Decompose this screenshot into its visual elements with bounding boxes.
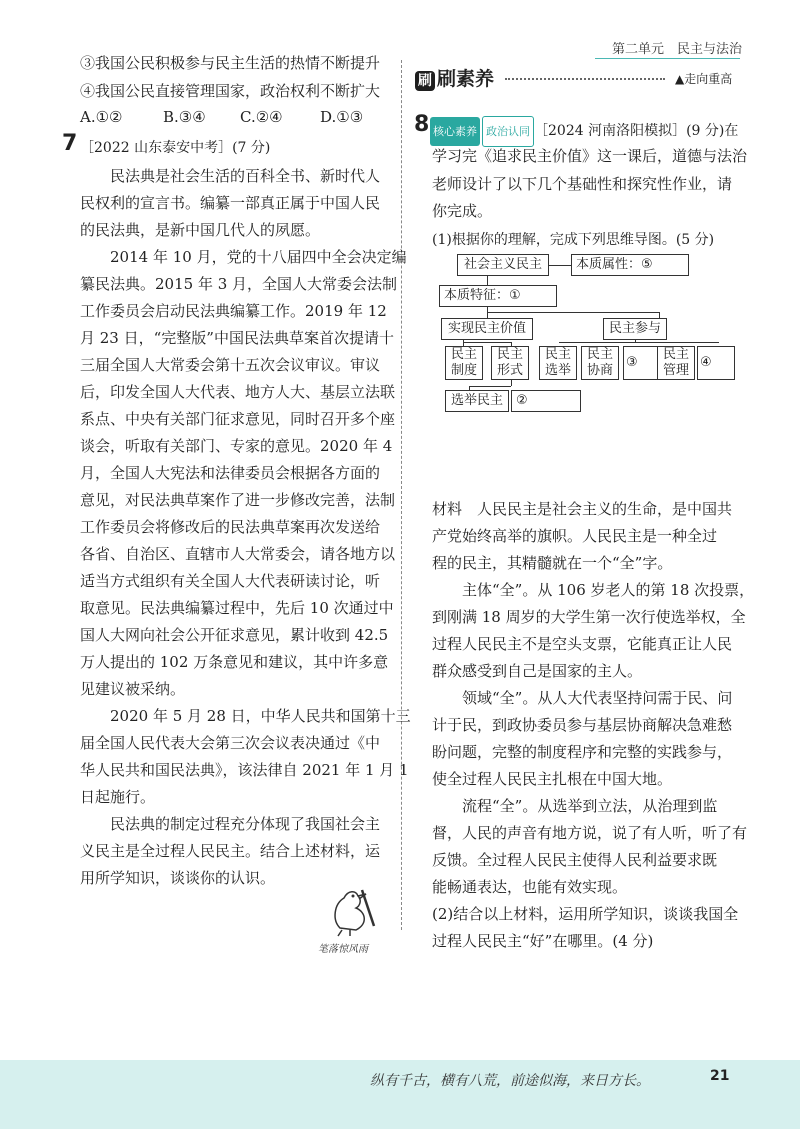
q7-text-line: 适当方式组织有关全国人大代表研读讨论，听 (80, 572, 381, 590)
section-tag (675, 70, 732, 87)
q8-material-line: 产党始终高举的旗帜。人民民主是一种全过 (432, 527, 718, 545)
q7-text-line: 的民法典，是新中国几代人的夙愿。 (80, 221, 321, 239)
q8-material-line: 材料 人民民主是社会主义的生命，是中国共 (432, 500, 733, 518)
section-brand-label: 刷素养 (437, 68, 495, 90)
section-tag-label: 走向重高 (684, 72, 733, 86)
choice-b: B.③④ (163, 108, 206, 126)
mm-election-dem: 民主 选举 (539, 346, 577, 380)
q7-text-line: 工作委员会启动民法典编纂工作。2019 年 12 (80, 302, 387, 320)
q8-material-line: 使全过程人民民主扎根在中国大地。 (432, 770, 673, 788)
q7-text-line: 见建议被采纳。 (80, 680, 186, 698)
mm-connector (511, 380, 512, 386)
q7-text-line: 民法典的制定过程充分体现了我国社会主 (80, 815, 381, 833)
footer-motto: 纵有千古，横有八荒，前途似海，来日方长。 (370, 1073, 650, 1089)
question-8-number: 8 (414, 112, 430, 137)
mind-map (435, 250, 735, 420)
q8-material-line: 到刚满 18 周岁的大学生第一次行使选举权，全 (432, 608, 746, 626)
q7-text-line: 纂民法典。2015 年 3 月，全国人大常委会法制 (80, 275, 398, 293)
choice-c: C.②④ (240, 108, 283, 126)
mm-election: 选举民主 (445, 390, 509, 412)
q8-sub1: (1)根据你的理解，完成下列思维导图。(5 分) (432, 232, 715, 248)
mm-feature: 本质特征：① (439, 285, 557, 307)
q7-text-line: 义民主是全过程人民民主。结合上述材料，运 (80, 842, 381, 860)
mm-blank-3: ③ (623, 346, 661, 380)
writing-goose-doodle (322, 880, 382, 944)
q7-text-line: 日起施行。 (80, 788, 156, 806)
mm-blank-2: ② (511, 390, 581, 412)
mm-essence: 本质属性：⑤ (571, 254, 689, 276)
unit-header: 第二单元 民主与法治 (611, 42, 742, 57)
q8-material-line: 主体“全”。从 106 岁老人的第 18 次投票， (432, 581, 755, 599)
mm-connector (469, 386, 511, 387)
mm-connector (487, 312, 659, 313)
mm-connector (559, 342, 719, 343)
section-brand (415, 64, 494, 91)
q8-material-line: 能畅通表达，也能有效实现。 (432, 878, 628, 896)
q8-material-line: 流程“全”。从选举到立法，从治理到监 (432, 797, 718, 815)
q8-material-line: 领域“全”。从人大代表坚持问需于民、问 (432, 689, 733, 707)
q7-text-line: 月 23 日，“完整版”中国民法典草案首次提请十 (80, 329, 394, 347)
q7-text-line: 意见，对民法典草案作了进一步修改完善，法制 (80, 491, 396, 509)
q8-material-line: 盼问题，完整的制度程序和完整的实践参与， (432, 743, 733, 761)
option-3: ③我国公民积极参与民主生活的热情不断提升 (80, 54, 381, 72)
question-8-material (432, 496, 754, 955)
q8-intro-2: 老师设计了以下几个基础性和探究性作业，请 (432, 175, 733, 193)
q7-text-line: 月，全国人大宪法和法律委员会根据各方面的 (80, 464, 381, 482)
option-4: ④我国公民直接管理国家，政治权利不断扩大 (80, 82, 381, 100)
q7-text-line: 民权利的宣言书。编纂一部真正属于中国人民 (80, 194, 381, 212)
question-7-body (80, 163, 411, 892)
mm-form: 民主 形式 (491, 346, 529, 380)
question-7-number: 7 (62, 131, 78, 156)
q8-material-line: 督，人民的声音有地方说，说了有人听，听了有 (432, 824, 748, 842)
mm-root: 社会主义民主 (457, 254, 549, 276)
q7-text-line: 用所学知识，谈谈你的认识。 (80, 869, 276, 887)
q8-intro-3: 你完成。 (432, 202, 493, 220)
mm-manage: 民主 管理 (657, 346, 695, 380)
q8-material-line: 程的民主，其精髓就在一个“全”字。 (432, 554, 673, 572)
q8-material-line: (2)结合以上材料，运用所学知识，谈谈我国全 (432, 905, 739, 923)
q7-text-line: 后，印发全国人大代表、地方人大、基层立法联 (80, 383, 396, 401)
q7-text-line: 2020 年 5 月 28 日，中华人民共和国第十三 (80, 707, 411, 725)
mm-system: 民主 制度 (445, 346, 483, 380)
q8-material-line: 过程人民民主不是空头支票，它能真正让人民 (432, 635, 733, 653)
q7-text-line: 各省、自治区、直辖市人大常委会，请各地方以 (80, 545, 396, 563)
q7-text-line: 三届全国人大常委会第十五次会议审议。审议 (80, 356, 381, 374)
mountain-icon: ▲ (675, 72, 685, 86)
q7-text-line: 国人大网向社会公开征求意见，累计收到 42.5 (80, 626, 389, 644)
mm-consult: 民主 协商 (581, 346, 619, 380)
mm-connector (487, 276, 488, 285)
q7-text-line: 系点、中央有关部门征求意见，同时召开多个座 (80, 410, 396, 428)
q7-text-line: 民法典是社会生活的百科全书、新时代人 (80, 167, 381, 185)
q7-text-line: 取意见。民法典编纂过程中，先后 10 次通过中 (80, 599, 394, 617)
q7-text-line: 万人提出的 102 万条意见和建议，其中许多意 (80, 653, 389, 671)
question-7-source: ［2022 山东泰安中考］(7 分) (80, 140, 271, 156)
core-literacy-badge: 核心素养 (430, 117, 480, 146)
mm-connector (635, 340, 636, 342)
q8-intro-1: 学习完《追求民主价值》这一课后，道德与法治 (432, 147, 748, 165)
question-8-source: ［2024 河南洛阳模拟］(9 分)在 (534, 123, 739, 139)
q7-text-line: 工作委员会将修改后的民法典草案再次发送给 (80, 518, 381, 536)
choice-a: A.①② (80, 108, 123, 126)
q8-material-line: 群众感受到自己是国家的主人。 (432, 662, 643, 680)
header-rule (595, 58, 740, 59)
brush-logo-icon: 刷 (415, 71, 435, 91)
mm-connector (463, 342, 511, 343)
q8-material-line: 反馈。全过程人民民主使得人民利益要求既 (432, 851, 718, 869)
q7-text-line: 谈会，听取有关部门、专家的意见。2020 年 4 (80, 437, 393, 455)
q8-material-line: 计于民，到政协委员参与基层协商解决急难愁 (432, 716, 733, 734)
page-number: 21 (710, 1068, 730, 1084)
mm-blank-4: ④ (697, 346, 735, 380)
q7-text-line: 2014 年 10 月，党的十八届四中全会决定编 (80, 248, 407, 266)
q7-text-line: 届全国人民代表大会第三次会议表决通过《中 (80, 734, 381, 752)
q7-text-line: 华人民共和国民法典》，该法律自 2021 年 1 月 1 (80, 761, 409, 779)
mm-realize: 实现民主价值 (441, 318, 533, 340)
mm-connector (549, 265, 571, 266)
political-identity-badge: 政治认同 (482, 116, 534, 147)
mm-participate: 民主参与 (603, 318, 667, 340)
choice-d: D.①③ (320, 108, 364, 126)
q8-material-line: 过程人民民主“好”在哪里。(4 分) (432, 932, 654, 950)
dotted-rule (505, 78, 665, 80)
doodle-caption: 笔落惊风雨 (318, 944, 368, 955)
